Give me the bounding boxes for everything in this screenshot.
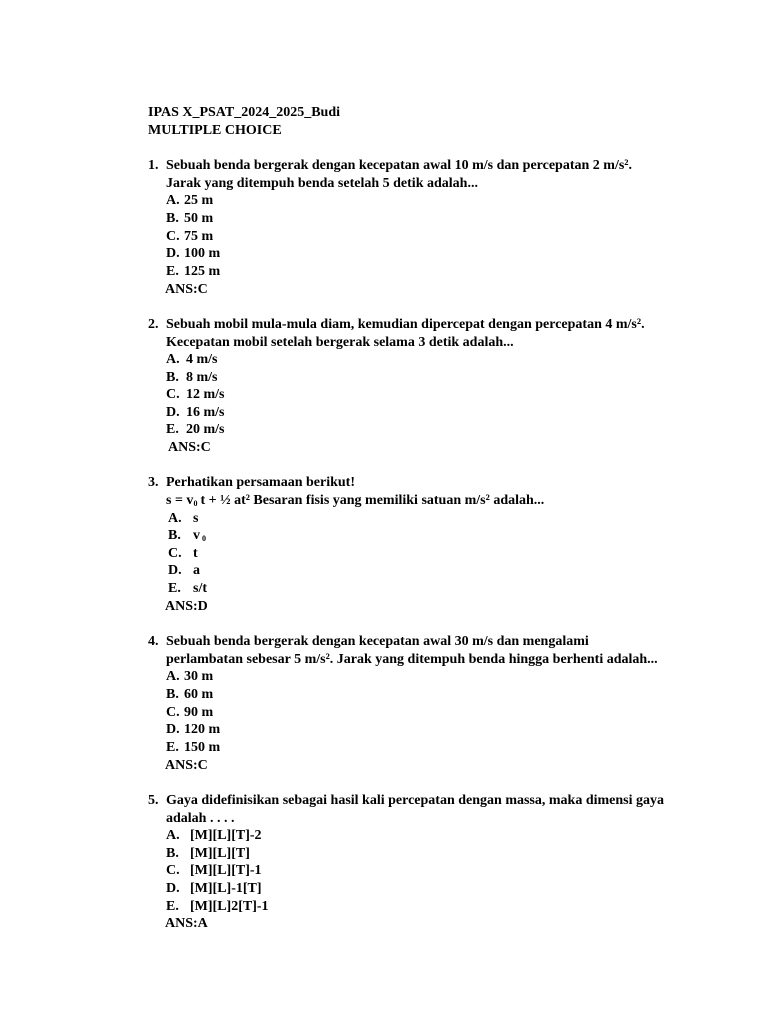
question-number: 1. [148,158,159,173]
question-number: 4. [148,634,159,649]
option-text: 120 m [184,722,221,737]
option-text: [M][L][T]-2 [190,828,262,843]
option-letter: A. [166,828,180,843]
option-text: 12 m/s [186,387,225,402]
equation-line [166,492,544,509]
question-text: Sebuah benda bergerak dengan kecepatan awal 30 m/s dan mengalami [166,634,589,649]
option-letter: E. [166,740,179,755]
option-letter: B. [166,846,179,861]
option-letter: C. [168,546,182,561]
answer-key: ANS:C [165,282,208,297]
option-text: s/t [193,581,207,596]
option-text: 125 m [184,264,221,279]
option-subscript: 0 [202,534,206,543]
option-letter: A. [166,352,180,367]
answer-key: ANS:D [165,599,208,614]
answer-key: ANS:A [165,916,208,931]
option-letter: C. [166,387,180,402]
equation-subscript: 0 [193,499,198,508]
option-letter: D. [166,881,180,896]
option-text: 8 m/s [186,370,218,385]
option-text: [M][L][T] [190,846,250,861]
option-text: t [193,546,198,561]
question-text: perlambatan sebesar 5 m/s². Jarak yang ditempuh benda hingga berhenti adalah... [166,652,658,667]
option-letter: E. [166,899,179,914]
option-letter: E. [166,264,179,279]
equation-part: s = v [166,493,194,508]
option-text: 16 m/s [186,405,225,420]
option-letter: B. [166,211,179,226]
question-number: 3. [148,475,159,490]
option-text: [M][L][T]-1 [190,863,262,878]
option-letter: E. [168,581,181,596]
option-letter: D. [166,722,180,737]
document-title: IPAS X_PSAT_2024_2025_Budi [148,105,341,120]
option-text: [M][L]-1[T] [190,881,262,896]
section-heading: MULTIPLE CHOICE [148,123,282,138]
option-text: s [193,511,199,526]
option-text: 60 m [184,687,214,702]
equation-part: t + ½ at² Besaran fisis yang memiliki satuan m/s² adalah... [200,493,545,508]
question-text: Sebuah benda bergerak dengan kecepatan awal 10 m/s dan percepatan 2 m/s². [166,158,632,173]
option-text: 25 m [184,193,214,208]
option-text: a [193,563,200,578]
option-letter: C. [166,705,180,720]
option-text: 90 m [184,705,214,720]
question-number: 5. [148,793,159,808]
option-letter: C. [166,229,180,244]
question-text: Perhatikan persamaan berikut! [166,475,355,490]
option-text: 150 m [184,740,221,755]
option-letter: B. [166,370,179,385]
option-letter: B. [168,528,181,543]
answer-key: ANS:C [168,440,211,455]
option-letter: C. [166,863,180,878]
question-text: adalah . . . . [166,811,235,826]
option-text: 20 m/s [186,422,225,437]
option-text: 4 m/s [186,352,218,367]
option-letter: A. [166,669,180,684]
option-text-main: v [193,528,200,543]
question-text: Sebuah mobil mula-mula diam, kemudian dipercepat dengan percepatan 4 m/s². [166,317,645,332]
option-text: 75 m [184,229,214,244]
answer-key: ANS:C [165,758,208,773]
option-letter: A. [166,193,180,208]
option-letter: E. [166,422,179,437]
option-letter: D. [168,563,182,578]
option-letter: B. [166,687,179,702]
option-text: 100 m [184,246,221,261]
question-number: 2. [148,317,159,332]
question-text: Gaya didefinisikan sebagai hasil kali percepatan dengan massa, maka dimensi gaya [166,793,664,808]
option-letter: D. [166,405,180,420]
option-letter: D. [166,246,180,261]
option-text [193,527,206,544]
question-text: Jarak yang ditempuh benda setelah 5 detik adalah... [166,176,478,191]
option-text: [M][L]2[T]-1 [190,899,269,914]
option-letter: A. [168,511,182,526]
option-text: 30 m [184,669,214,684]
option-text: 50 m [184,211,214,226]
question-text: Kecepatan mobil setelah bergerak selama 3 detik adalah... [166,335,514,350]
